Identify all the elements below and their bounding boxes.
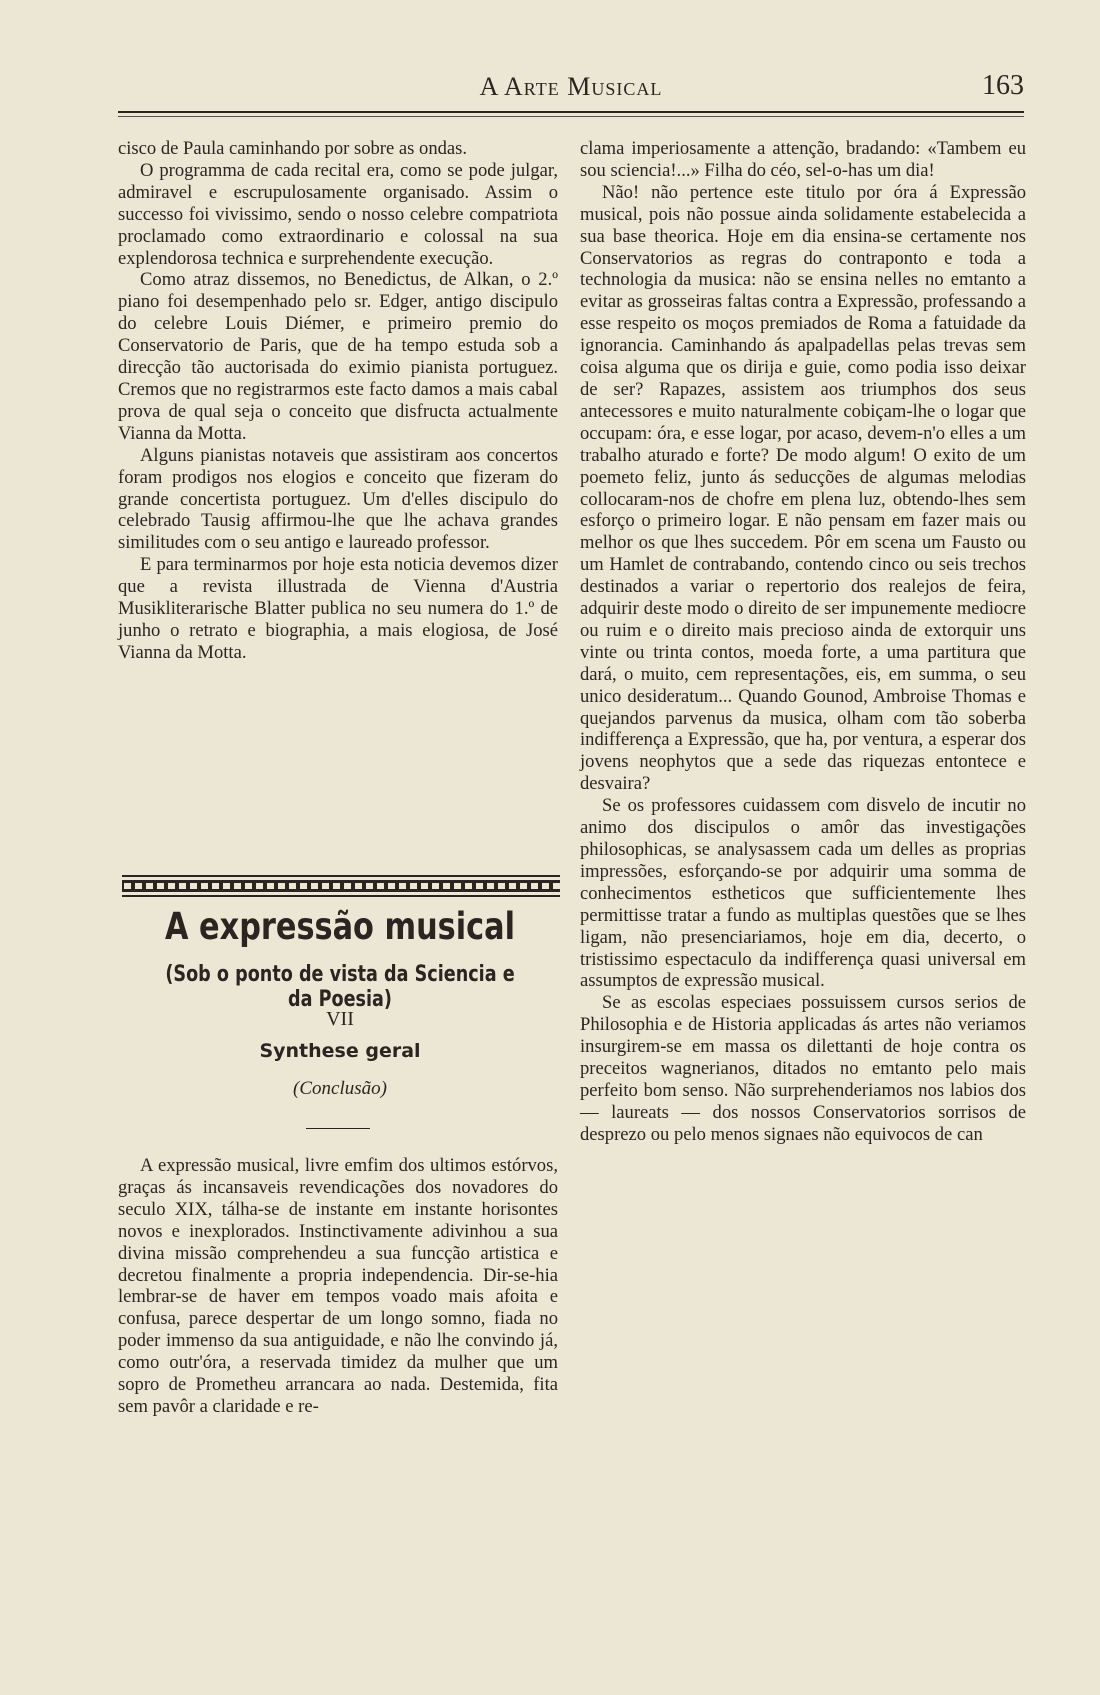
article-subtitle: (Sob o ponto de vista da Sciencia e da Poesia)	[165, 962, 515, 1012]
paragraph: E para terminarmos por hoje esta noticia devemos dizer que a revista illustrada de Vienna d'Austria Musikliterarische Blatter publica no seu numera do 1.º de junho o retrato e biographia, a mais elogiosa, de José Vianna da Motta.	[118, 554, 558, 663]
paragraph: Alguns pianistas notaveis que assistiram aos concertos foram prodigos nos elogios e conceito que fizeram do grande concertista portuguez. Um d'elles discipulo do celebrado Tausig affirmou-lhe que lhe achava grandes similitudes com o seu antigo e laureado professor.	[118, 444, 558, 554]
paragraph: cisco de Paula caminhando por sobre as ondas.	[118, 138, 468, 159]
section-number: VII	[326, 1008, 354, 1030]
paragraph: clama imperiosamente a attenção, bradando: «Tambem eu sou sciencia!...» Filha do céo, sel-o-has um dia!	[580, 138, 1026, 181]
journal-title: A Arte Musical	[479, 72, 663, 101]
continuation-note: (Conclusão)	[293, 1078, 387, 1099]
paragraph: Como atraz dissemos, no Benedictus, de Alkan, o 2.º piano foi desempenhado pelo sr. Edger, antigo discipulo do celebre Louis Diémer, e primeiro premio do Conservatorio de Paris, que de ha tempo estuda sob a direcção tão auctorisada do eximio pianista portuguez. Cremos que no registrarmos este facto damos a mais cabal prova de qual seja o conceito que disfructa actualmente Vianna da Motta.	[118, 269, 558, 444]
paragraph: Se as escolas especiaes possuissem cursos serios de Philosophia e de Historia applicadas ás artes não veriamos insurgirem-se em massa os dilettanti de hoje contra os preceitos wagnerianos, ditados no emtanto pelo mais perfeito bom senso. Não surprehenderiamos nos labios dos — laureats — dos nossos Conservatorios sorrisos de desprezo ou pelo menos signaes não equivocos de can	[580, 992, 1026, 1145]
paragraph: A expressão musical, livre emfim dos ultimos estórvos, graças ás incansaveis revendicações dos novadores do seculo XIX, tálha-se de instante em instante horisontes novos e inexplorados. Instinctivamente adivinhou a sua divina missão comprehendeu a sua funcção artistica e decretou finalmente a propria independencia. Dir-se-hia lembrar-se de haver em tempos voado mais afoita e confusa, parece despertar de um longo somno, fiada no poder immenso da sua antiguidade, e não lhe convindo já, como outr'óra, a reservada timidez da mulher que um sopro de Prometheu arrancara ao nada. Destemida, fita sem pavôr a claridade e re-	[118, 1155, 558, 1417]
header-rule-thin	[118, 116, 1024, 117]
header-rule	[118, 111, 1024, 113]
short-divider	[306, 1128, 370, 1129]
article-title: A expressão musical	[165, 905, 515, 948]
left-column-bottom	[118, 1155, 558, 1418]
paragraph: O programma de cada recital era, como se pode julgar, admiravel e escrupulosamente organisado. Assim o successo foi vivissimo, sendo o nosso celebre compatriota proclamado como extraordinario e colossal na sua explendorosa technica e surprehendente execução.	[118, 159, 558, 269]
running-header	[118, 70, 1024, 110]
right-column	[580, 138, 1026, 1146]
paragraph: Se os professores cuidassem com disvelo de incutir no animo dos discipulos o amôr das investigações philosophicas, se analysassem cada um delles as proprias impressões, esforçando-se por adquirir uma somma de conhecimentos estheticos que sufficientemente lhes permittisse tratar a fundo as multiplas questões que se lhes ligam, não presenciariamos, hoje em dia, decerto, o tristissimo espectaculo da indifferença quasi universal em assumptos de expressão musical.	[580, 795, 1026, 992]
page-number: 163	[982, 70, 1024, 101]
paragraph: Não! não pertence este titulo por óra á Expressão musical, pois não possue ainda solidamente estabelecida a sua base theorica. Hoje em dia ensina-se certamente nos Conservatorios as regras do contraponto e toda a technologia da musica: não se ensina nelles no emtanto a evitar as grosseiras faltas contra a Expressão, professando a esse respeito os moços premiados de Roma a fatuidade da ignorancia. Caminhando ás apalpadellas pelas trevas sem coisa alguma que os dirija e guie, como podia isso deixar de ser? Rapazes, assistem aos triumphos dos seus antecessores e muito naturalmente cobiçam-lhe o logar que occupam: óra, e esse logar, por acaso, devem-n'o elles a um trabalho aturado e forte? De modo algum! O exito de um poemeto feliz, junto ás seducções de algumas melodias collocaram-nos de chofre em plena luz, obtendo-lhes sem esforço o primeiro logar. E não pensam em fazer mais ou melhor os que lhes succedem. Pôr em scena um Fausto ou um Hamlet de contrabando, contendo cinco ou seis trechos destinados a variar o repertorio dos realejos de feira, adquirir deste modo o direito de ser impunemente mediocre ou ruim e o direito mais precioso ainda de extorquir uns vinte ou trinta contos, moeda forte, a uma partitura que dará, o muito, cem representações, eis, em summa, o seu unico desideratum... Quando Gounod, Ambroise Thomas e quejandos parvenus da musica, olham com tão soberba indifferença a Expressão, que ha, por ventura, a esperar dos jovens neophytos que a sede das riquezas entontece e desvaira?	[580, 181, 1026, 795]
section-title: Synthese geral	[259, 1040, 421, 1062]
left-column-top	[118, 138, 558, 664]
decorative-border-ornament	[122, 875, 560, 897]
